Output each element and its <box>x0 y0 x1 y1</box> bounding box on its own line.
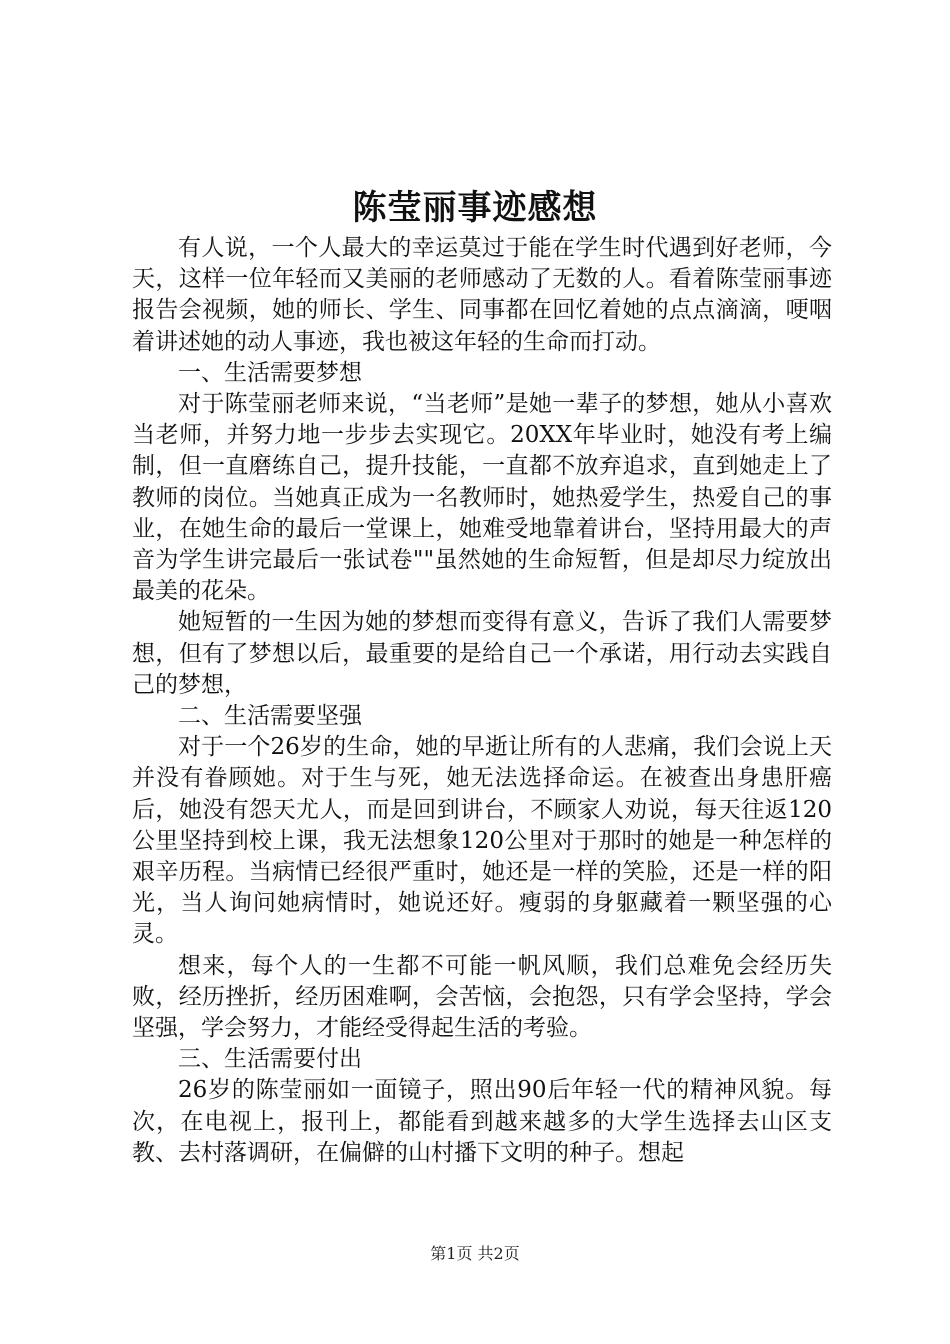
paragraph-intro: 有人说，一个人最大的幸运莫过于能在学生时代遇到好老师，今天，这样一位年轻而又美丽的老师感动了无数的人。看着陈莹丽事迹报告会视频，她的师长、学生、同事都在回忆着她的点点滴滴，哽咽着讲述她的动人事迹，我也被这年轻的生命而打动。 <box>132 235 832 355</box>
paragraph-dedication-story: 26岁的陈莹丽如一面镜子，照出90后年轻一代的精神风貌。每次，在电视上，报刊上，都能看到越来越多的大学生选择去山区支教、去村落调研，在偏僻的山村播下文明的种子。想起 <box>132 1077 832 1166</box>
section-heading-dream: 一、生活需要梦想 <box>178 359 362 386</box>
paragraph-strength-story: 对于一个26岁的生命，她的早逝让所有的人悲痛，我们会说上天并没有眷顾她。对于生与死，她无法选择命运。在被查出身患肝癌后，她没有怨天尤人，而是回到讲台，不顾家人劝说，每天往返120公里坚持到校上课，我无法想象120公里对于那时的她是一种怎样的艰辛历程。当病情已经很严重时，她还是一样的笑脸，还是一样的阳光，当人询问她病情时，她说还好。瘦弱的身躯藏着一颗坚强的心灵。 <box>132 734 832 948</box>
paragraph-dream-story: 对于陈莹丽老师来说，“当老师”是她一辈子的梦想，她从小喜欢当老师，并努力地一步步去实现它。20XX年毕业时，她没有考上编制，但一直磨练自己，提升技能，一直都不放弃追求，直到她走上了教师的岗位。当她真正成为一名教师时，她热爱学生，热爱自己的事业，在她生命的最后一堂课上，她难受地靠着讲台，坚持用最大的声音为学生讲完最后一张试卷""虽然她的生命短暂，但是却尽力绽放出最美的花朵。 <box>132 391 832 605</box>
section-heading-dedication: 三、生活需要付出 <box>178 1046 362 1073</box>
section-heading-strength: 二、生活需要坚强 <box>178 703 362 730</box>
document-title: 陈莹丽事迹感想 <box>352 188 598 228</box>
paragraph-dream-reflection: 她短暂的一生因为她的梦想而变得有意义，告诉了我们人需要梦想，但有了梦想以后，最重要的是给自己一个承诺，用行动去实践自己的梦想， <box>132 609 832 698</box>
paragraph-strength-reflection: 想来，每个人的一生都不可能一帆风顺，我们总难免会经历失败，经历挫折，经历困难啊，会苦恼，会抱怨，只有学会坚持，学会坚强，学会努力，才能经受得起生活的考验。 <box>132 952 832 1042</box>
page-footer: 第1页 共2页 <box>430 1244 520 1263</box>
document-body <box>132 233 832 1169</box>
